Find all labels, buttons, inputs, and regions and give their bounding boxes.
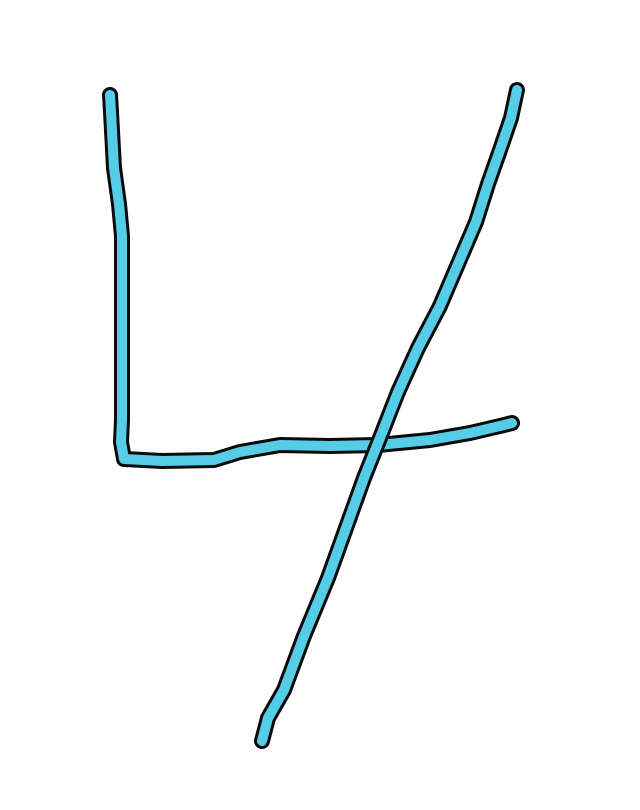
digit-four-diagonal [262, 90, 517, 741]
